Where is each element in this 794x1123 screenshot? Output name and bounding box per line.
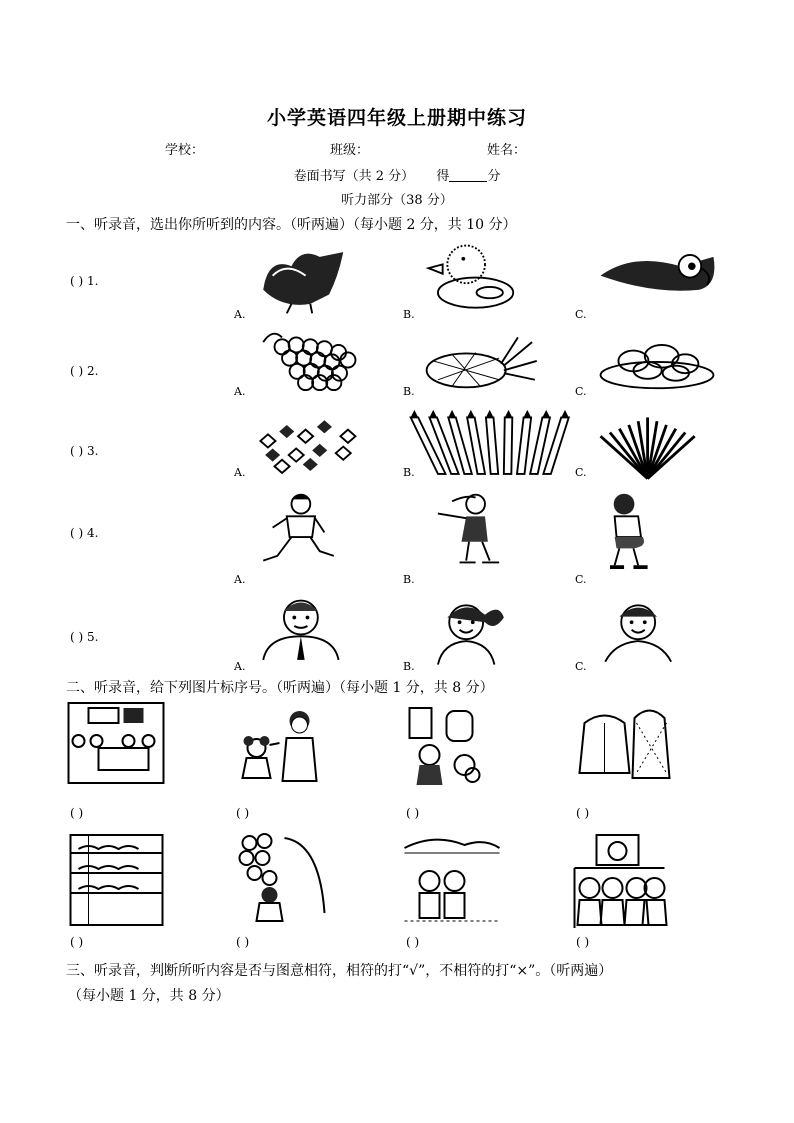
ordering-picture <box>402 703 502 802</box>
answer-blank[interactable]: ( ) <box>576 806 590 820</box>
option-label: B. <box>403 385 415 398</box>
option-picture[interactable] <box>420 238 550 322</box>
pencils-picture <box>592 408 722 488</box>
family-with-tiger-picture <box>572 833 672 928</box>
girl-with-balloons-picture <box>232 833 332 928</box>
toys-picture <box>250 408 380 488</box>
question-number[interactable]: ( ) 2. <box>70 364 99 378</box>
question-number[interactable]: ( ) 3. <box>70 444 99 458</box>
ordering-picture <box>402 833 502 932</box>
option-picture[interactable] <box>250 328 380 412</box>
boy-with-pictures-picture <box>402 703 502 798</box>
mother-and-girl-picture <box>232 703 332 798</box>
option-picture[interactable] <box>420 594 550 678</box>
listening-header: 听力部分（38 分） <box>341 193 453 208</box>
question-number[interactable]: ( ) 5. <box>70 630 99 644</box>
option-label: C. <box>575 466 587 479</box>
shelves-picture <box>66 833 166 928</box>
ordering-picture <box>66 703 166 802</box>
handwriting-unit: 分 <box>487 169 501 184</box>
ordering-picture <box>572 703 672 802</box>
answer-blank[interactable]: ( ) <box>70 935 84 949</box>
section2-heading: 二、听录音，给下列图片标序号。（听两遍）（每小题 1 分，共 8 分） <box>66 680 494 696</box>
name-label: 姓名： <box>487 143 527 158</box>
running-boy-picture <box>250 490 380 570</box>
handwriting-row <box>0 165 794 184</box>
option-picture[interactable] <box>250 408 380 492</box>
parrot-picture <box>592 238 722 318</box>
answer-blank[interactable]: ( ) <box>406 806 420 820</box>
option-label: B. <box>403 660 415 673</box>
crayons-picture <box>420 408 550 488</box>
answer-blank[interactable]: ( ) <box>70 806 84 820</box>
section1-heading: 一、听录音，选出你所听到的内容。（听两遍）（每小题 2 分，共 10 分） <box>66 217 517 233</box>
pineapple-picture <box>420 328 550 408</box>
ordering-picture <box>66 833 166 932</box>
option-label: C. <box>575 308 587 321</box>
jackets-picture <box>572 703 672 798</box>
option-picture[interactable] <box>420 490 550 574</box>
classroom-picture <box>66 703 166 798</box>
option-picture[interactable] <box>420 328 550 412</box>
option-picture[interactable] <box>250 490 380 574</box>
ordering-picture <box>572 833 672 932</box>
ordering-picture <box>232 703 332 802</box>
bird-and-horse-picture <box>250 238 380 318</box>
option-label: C. <box>575 660 587 673</box>
class-label: 班级： <box>330 143 370 158</box>
handwriting-score-field[interactable] <box>449 168 487 182</box>
option-label: B. <box>403 466 415 479</box>
option-label: C. <box>575 573 587 586</box>
option-picture[interactable] <box>420 408 550 492</box>
answer-blank[interactable]: ( ) <box>236 935 250 949</box>
option-label: A. <box>234 466 246 479</box>
question-number[interactable]: ( ) 4. <box>70 526 99 540</box>
page-title: 小学英语四年级上册期中练习 <box>266 107 527 129</box>
option-picture[interactable] <box>592 328 722 412</box>
section3-heading-1: 三、听录音，判断所听内容是否与图意相符，相符的打“√”，不相符的打“×”。（听两遍） <box>66 963 613 979</box>
ordering-picture <box>232 833 332 932</box>
grapes-picture <box>250 328 380 408</box>
option-label: B. <box>403 308 415 321</box>
jumping-boy-picture <box>592 490 722 570</box>
option-picture[interactable] <box>592 490 722 574</box>
option-label: A. <box>234 573 246 586</box>
option-picture[interactable] <box>250 238 380 322</box>
option-label: B. <box>403 573 415 586</box>
answer-blank[interactable]: ( ) <box>406 935 420 949</box>
option-picture[interactable] <box>592 238 722 322</box>
question-number[interactable]: ( ) 1. <box>70 274 99 288</box>
man-picture <box>250 594 380 674</box>
option-label: A. <box>234 385 246 398</box>
girl-picture <box>420 594 550 674</box>
handwriting-label: 卷面书写（共 2 分） <box>293 169 415 184</box>
section3-heading-2: （每小题 1 分，共 8 分） <box>68 988 230 1004</box>
option-picture[interactable] <box>250 594 380 678</box>
option-picture[interactable] <box>592 408 722 492</box>
option-label: A. <box>234 308 246 321</box>
children-outdoors-picture <box>402 833 502 928</box>
skating-girl-picture <box>420 490 550 570</box>
boy-picture <box>592 594 722 674</box>
option-picture[interactable] <box>592 594 722 678</box>
option-label: C. <box>575 385 587 398</box>
plate-of-fruit-picture <box>592 328 722 408</box>
option-label: A. <box>234 660 246 673</box>
answer-blank[interactable]: ( ) <box>236 806 250 820</box>
duck-picture <box>420 238 550 318</box>
school-label: 学校： <box>165 143 205 158</box>
handwriting-score-label: 得 <box>436 169 450 184</box>
answer-blank[interactable]: ( ) <box>576 935 590 949</box>
